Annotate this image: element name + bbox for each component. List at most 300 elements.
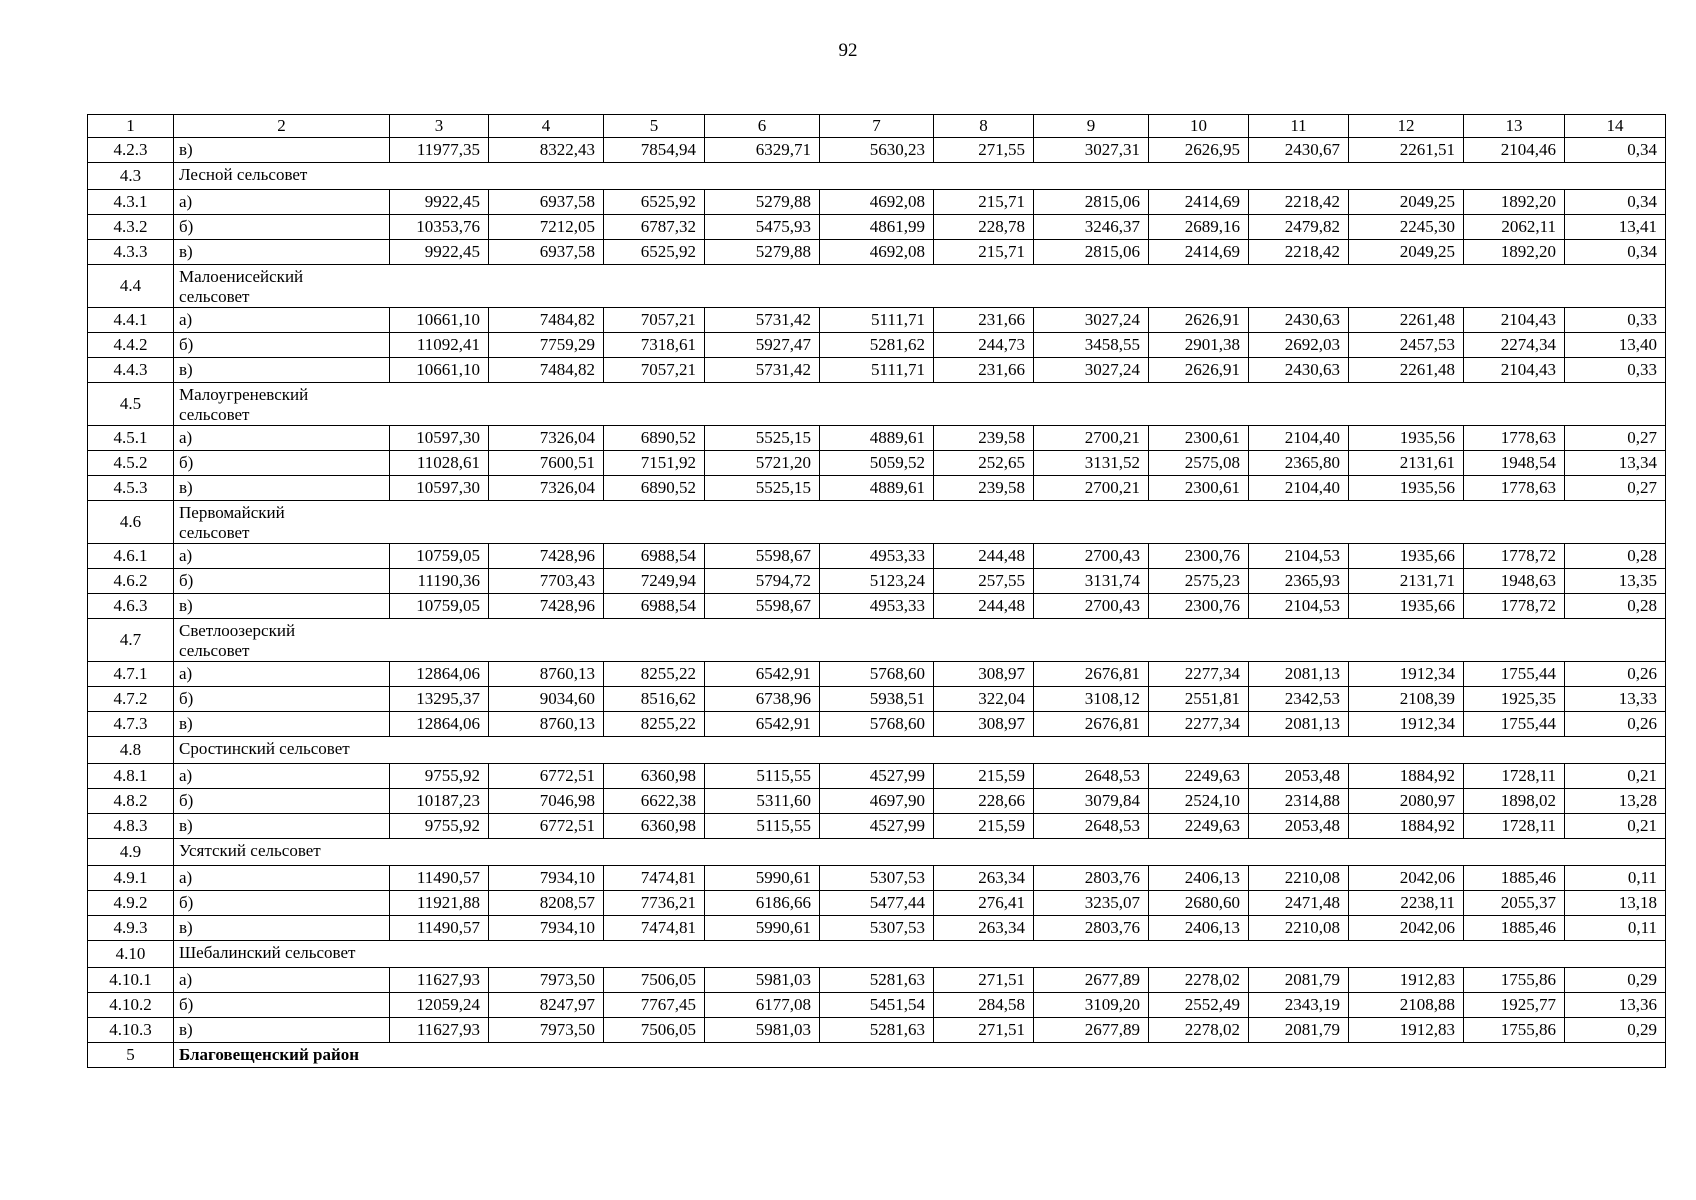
row-label: в) bbox=[174, 476, 390, 501]
value-cell: 215,59 bbox=[934, 764, 1034, 789]
value-cell: 2042,06 bbox=[1349, 866, 1464, 891]
value-cell: 284,58 bbox=[934, 993, 1034, 1018]
value-cell: 1885,46 bbox=[1464, 866, 1565, 891]
value-cell: 13,33 bbox=[1565, 687, 1666, 712]
value-cell: 7767,45 bbox=[604, 993, 705, 1018]
row-id: 4.5 bbox=[88, 383, 174, 426]
value-cell: 2648,53 bbox=[1034, 814, 1149, 839]
table-row bbox=[88, 789, 1666, 814]
table-row bbox=[88, 240, 1666, 265]
table-row bbox=[88, 866, 1666, 891]
value-cell: 6772,51 bbox=[489, 814, 604, 839]
value-cell: 6360,98 bbox=[604, 814, 705, 839]
value-cell: 2676,81 bbox=[1034, 712, 1149, 737]
value-cell: 1778,72 bbox=[1464, 594, 1565, 619]
value-cell: 2277,34 bbox=[1149, 662, 1249, 687]
value-cell: 6177,08 bbox=[705, 993, 820, 1018]
row-id: 4.9.1 bbox=[88, 866, 174, 891]
row-label: б) bbox=[174, 215, 390, 240]
value-cell: 5525,15 bbox=[705, 426, 820, 451]
value-cell: 3079,84 bbox=[1034, 789, 1149, 814]
row-id: 4.8.3 bbox=[88, 814, 174, 839]
column-header: 5 bbox=[604, 115, 705, 138]
value-cell: 2049,25 bbox=[1349, 190, 1464, 215]
value-cell: 7428,96 bbox=[489, 544, 604, 569]
value-cell: 5111,71 bbox=[820, 308, 934, 333]
value-cell: 3108,12 bbox=[1034, 687, 1149, 712]
row-id: 4.8.2 bbox=[88, 789, 174, 814]
value-cell: 5630,23 bbox=[820, 138, 934, 163]
value-cell: 2053,48 bbox=[1249, 814, 1349, 839]
value-cell: 7703,43 bbox=[489, 569, 604, 594]
value-cell: 1755,86 bbox=[1464, 968, 1565, 993]
value-cell: 8516,62 bbox=[604, 687, 705, 712]
value-cell: 1778,63 bbox=[1464, 476, 1565, 501]
section-name: Усятский сельсовет bbox=[174, 839, 1666, 866]
row-id: 4.5.1 bbox=[88, 426, 174, 451]
row-label: в) bbox=[174, 1018, 390, 1043]
section-row bbox=[88, 163, 1666, 190]
row-id: 4.5.2 bbox=[88, 451, 174, 476]
table-row bbox=[88, 426, 1666, 451]
column-header: 13 bbox=[1464, 115, 1565, 138]
table-row bbox=[88, 544, 1666, 569]
row-id: 4.6 bbox=[88, 501, 174, 544]
column-header: 2 bbox=[174, 115, 390, 138]
value-cell: 1898,02 bbox=[1464, 789, 1565, 814]
row-id: 4.6.3 bbox=[88, 594, 174, 619]
value-cell: 2278,02 bbox=[1149, 968, 1249, 993]
section-row bbox=[88, 619, 1666, 662]
table-row bbox=[88, 712, 1666, 737]
row-id: 4.7.3 bbox=[88, 712, 174, 737]
value-cell: 228,66 bbox=[934, 789, 1034, 814]
value-cell: 1948,54 bbox=[1464, 451, 1565, 476]
value-cell: 10661,10 bbox=[390, 358, 489, 383]
column-header: 11 bbox=[1249, 115, 1349, 138]
value-cell: 1778,63 bbox=[1464, 426, 1565, 451]
value-cell: 2700,21 bbox=[1034, 476, 1149, 501]
value-cell: 2261,51 bbox=[1349, 138, 1464, 163]
value-cell: 244,48 bbox=[934, 544, 1034, 569]
value-cell: 244,48 bbox=[934, 594, 1034, 619]
row-label: б) bbox=[174, 993, 390, 1018]
value-cell: 11490,57 bbox=[390, 916, 489, 941]
value-cell: 7759,29 bbox=[489, 333, 604, 358]
value-cell: 7736,21 bbox=[604, 891, 705, 916]
value-cell: 7506,05 bbox=[604, 968, 705, 993]
value-cell: 1892,20 bbox=[1464, 240, 1565, 265]
column-header: 9 bbox=[1034, 115, 1149, 138]
section-name: Первомайский сельсовет bbox=[174, 501, 1666, 544]
value-cell: 2249,63 bbox=[1149, 764, 1249, 789]
row-id: 4.4.2 bbox=[88, 333, 174, 358]
value-cell: 2677,89 bbox=[1034, 1018, 1149, 1043]
row-id: 4.2.3 bbox=[88, 138, 174, 163]
value-cell: 5525,15 bbox=[705, 476, 820, 501]
section-row bbox=[88, 941, 1666, 968]
value-cell: 6937,58 bbox=[489, 240, 604, 265]
value-cell: 5990,61 bbox=[705, 866, 820, 891]
value-cell: 2104,43 bbox=[1464, 358, 1565, 383]
value-cell: 2104,40 bbox=[1249, 476, 1349, 501]
value-cell: 2218,42 bbox=[1249, 240, 1349, 265]
row-label: а) bbox=[174, 764, 390, 789]
value-cell: 6622,38 bbox=[604, 789, 705, 814]
table-row bbox=[88, 451, 1666, 476]
value-cell: 4861,99 bbox=[820, 215, 934, 240]
value-cell: 2104,53 bbox=[1249, 544, 1349, 569]
value-cell: 9755,92 bbox=[390, 764, 489, 789]
value-cell: 6988,54 bbox=[604, 544, 705, 569]
value-cell: 271,51 bbox=[934, 968, 1034, 993]
value-cell: 1935,56 bbox=[1349, 476, 1464, 501]
value-cell: 5731,42 bbox=[705, 358, 820, 383]
value-cell: 0,34 bbox=[1565, 190, 1666, 215]
value-cell: 5059,52 bbox=[820, 451, 934, 476]
table-row bbox=[88, 764, 1666, 789]
value-cell: 2457,53 bbox=[1349, 333, 1464, 358]
value-cell: 257,55 bbox=[934, 569, 1034, 594]
value-cell: 2210,08 bbox=[1249, 916, 1349, 941]
section-row bbox=[88, 265, 1666, 308]
value-cell: 5981,03 bbox=[705, 1018, 820, 1043]
value-cell: 2104,43 bbox=[1464, 308, 1565, 333]
value-cell: 5475,93 bbox=[705, 215, 820, 240]
value-cell: 2575,23 bbox=[1149, 569, 1249, 594]
value-cell: 8247,97 bbox=[489, 993, 604, 1018]
value-cell: 5477,44 bbox=[820, 891, 934, 916]
value-cell: 2626,91 bbox=[1149, 358, 1249, 383]
value-cell: 2080,97 bbox=[1349, 789, 1464, 814]
value-cell: 3246,37 bbox=[1034, 215, 1149, 240]
value-cell: 0,26 bbox=[1565, 712, 1666, 737]
value-cell: 1755,44 bbox=[1464, 662, 1565, 687]
row-id: 4.3.1 bbox=[88, 190, 174, 215]
value-cell: 13,28 bbox=[1565, 789, 1666, 814]
value-cell: 5598,67 bbox=[705, 594, 820, 619]
value-cell: 2414,69 bbox=[1149, 240, 1249, 265]
section-row bbox=[88, 501, 1666, 544]
table-row bbox=[88, 308, 1666, 333]
row-label: в) bbox=[174, 594, 390, 619]
row-label: а) bbox=[174, 190, 390, 215]
value-cell: 2081,13 bbox=[1249, 712, 1349, 737]
value-cell: 8760,13 bbox=[489, 662, 604, 687]
row-id: 4.6.1 bbox=[88, 544, 174, 569]
value-cell: 0,34 bbox=[1565, 240, 1666, 265]
value-cell: 2552,49 bbox=[1149, 993, 1249, 1018]
value-cell: 0,27 bbox=[1565, 426, 1666, 451]
value-cell: 2108,39 bbox=[1349, 687, 1464, 712]
value-cell: 2575,08 bbox=[1149, 451, 1249, 476]
value-cell: 2680,60 bbox=[1149, 891, 1249, 916]
row-label: а) bbox=[174, 662, 390, 687]
value-cell: 7973,50 bbox=[489, 968, 604, 993]
value-cell: 0,11 bbox=[1565, 916, 1666, 941]
value-cell: 252,65 bbox=[934, 451, 1034, 476]
value-cell: 5115,55 bbox=[705, 814, 820, 839]
value-cell: 7973,50 bbox=[489, 1018, 604, 1043]
value-cell: 11092,41 bbox=[390, 333, 489, 358]
header-row bbox=[88, 115, 1666, 138]
value-cell: 4889,61 bbox=[820, 476, 934, 501]
row-id: 4.7.2 bbox=[88, 687, 174, 712]
value-cell: 2049,25 bbox=[1349, 240, 1464, 265]
value-cell: 2700,43 bbox=[1034, 594, 1149, 619]
column-header: 3 bbox=[390, 115, 489, 138]
value-cell: 11627,93 bbox=[390, 968, 489, 993]
value-cell: 2245,30 bbox=[1349, 215, 1464, 240]
table-row bbox=[88, 358, 1666, 383]
table-row bbox=[88, 138, 1666, 163]
value-cell: 3027,31 bbox=[1034, 138, 1149, 163]
value-cell: 11190,36 bbox=[390, 569, 489, 594]
value-cell: 9922,45 bbox=[390, 190, 489, 215]
value-cell: 5721,20 bbox=[705, 451, 820, 476]
row-id: 5 bbox=[88, 1043, 174, 1068]
table-row bbox=[88, 594, 1666, 619]
table-row bbox=[88, 814, 1666, 839]
tariff-table bbox=[87, 114, 1666, 1068]
value-cell: 10353,76 bbox=[390, 215, 489, 240]
value-cell: 2700,43 bbox=[1034, 544, 1149, 569]
value-cell: 13,34 bbox=[1565, 451, 1666, 476]
page-number: 92 bbox=[838, 40, 858, 61]
value-cell: 5281,63 bbox=[820, 1018, 934, 1043]
table-row bbox=[88, 891, 1666, 916]
value-cell: 2406,13 bbox=[1149, 916, 1249, 941]
value-cell: 228,78 bbox=[934, 215, 1034, 240]
value-cell: 2901,38 bbox=[1149, 333, 1249, 358]
value-cell: 2815,06 bbox=[1034, 240, 1149, 265]
value-cell: 2104,40 bbox=[1249, 426, 1349, 451]
value-cell: 8760,13 bbox=[489, 712, 604, 737]
table-row bbox=[88, 1018, 1666, 1043]
value-cell: 2131,71 bbox=[1349, 569, 1464, 594]
section-name: Малоугреневский сельсовет bbox=[174, 383, 1666, 426]
value-cell: 12059,24 bbox=[390, 993, 489, 1018]
row-id: 4.3.2 bbox=[88, 215, 174, 240]
value-cell: 11490,57 bbox=[390, 866, 489, 891]
value-cell: 6937,58 bbox=[489, 190, 604, 215]
value-cell: 2626,95 bbox=[1149, 138, 1249, 163]
row-label: б) bbox=[174, 451, 390, 476]
value-cell: 13,41 bbox=[1565, 215, 1666, 240]
value-cell: 11028,61 bbox=[390, 451, 489, 476]
value-cell: 11921,88 bbox=[390, 891, 489, 916]
value-cell: 7318,61 bbox=[604, 333, 705, 358]
row-label: б) bbox=[174, 789, 390, 814]
row-label: в) bbox=[174, 712, 390, 737]
row-label: а) bbox=[174, 426, 390, 451]
value-cell: 215,71 bbox=[934, 190, 1034, 215]
value-cell: 13,35 bbox=[1565, 569, 1666, 594]
value-cell: 0,28 bbox=[1565, 544, 1666, 569]
value-cell: 5307,53 bbox=[820, 916, 934, 941]
value-cell: 2815,06 bbox=[1034, 190, 1149, 215]
value-cell: 7484,82 bbox=[489, 308, 604, 333]
value-cell: 6360,98 bbox=[604, 764, 705, 789]
row-label: в) bbox=[174, 358, 390, 383]
value-cell: 7934,10 bbox=[489, 916, 604, 941]
row-id: 4.8 bbox=[88, 737, 174, 764]
column-header: 7 bbox=[820, 115, 934, 138]
value-cell: 4889,61 bbox=[820, 426, 934, 451]
value-cell: 2692,03 bbox=[1249, 333, 1349, 358]
value-cell: 1912,34 bbox=[1349, 662, 1464, 687]
value-cell: 11977,35 bbox=[390, 138, 489, 163]
table-row bbox=[88, 333, 1666, 358]
value-cell: 7934,10 bbox=[489, 866, 604, 891]
value-cell: 2551,81 bbox=[1149, 687, 1249, 712]
value-cell: 3027,24 bbox=[1034, 308, 1149, 333]
value-cell: 6525,92 bbox=[604, 190, 705, 215]
value-cell: 2430,63 bbox=[1249, 358, 1349, 383]
value-cell: 3235,07 bbox=[1034, 891, 1149, 916]
row-id: 4.8.1 bbox=[88, 764, 174, 789]
row-id: 4.10.2 bbox=[88, 993, 174, 1018]
value-cell: 10759,05 bbox=[390, 594, 489, 619]
value-cell: 0,26 bbox=[1565, 662, 1666, 687]
value-cell: 2238,11 bbox=[1349, 891, 1464, 916]
value-cell: 322,04 bbox=[934, 687, 1034, 712]
row-id: 4.3 bbox=[88, 163, 174, 190]
value-cell: 9034,60 bbox=[489, 687, 604, 712]
value-cell: 308,97 bbox=[934, 662, 1034, 687]
value-cell: 5123,24 bbox=[820, 569, 934, 594]
value-cell: 2406,13 bbox=[1149, 866, 1249, 891]
value-cell: 2218,42 bbox=[1249, 190, 1349, 215]
value-cell: 3131,52 bbox=[1034, 451, 1149, 476]
value-cell: 7326,04 bbox=[489, 476, 604, 501]
row-id: 4.9 bbox=[88, 839, 174, 866]
value-cell: 4953,33 bbox=[820, 544, 934, 569]
value-cell: 6738,96 bbox=[705, 687, 820, 712]
table-row bbox=[88, 215, 1666, 240]
value-cell: 0,21 bbox=[1565, 814, 1666, 839]
value-cell: 2300,76 bbox=[1149, 594, 1249, 619]
value-cell: 2081,79 bbox=[1249, 1018, 1349, 1043]
value-cell: 215,59 bbox=[934, 814, 1034, 839]
section-name: Сростинский сельсовет bbox=[174, 737, 1666, 764]
value-cell: 5990,61 bbox=[705, 916, 820, 941]
value-cell: 1925,35 bbox=[1464, 687, 1565, 712]
value-cell: 6542,91 bbox=[705, 662, 820, 687]
value-cell: 7474,81 bbox=[604, 866, 705, 891]
value-cell: 2274,34 bbox=[1464, 333, 1565, 358]
value-cell: 2278,02 bbox=[1149, 1018, 1249, 1043]
section-name: Лесной сельсовет bbox=[174, 163, 1666, 190]
row-id: 4.9.3 bbox=[88, 916, 174, 941]
value-cell: 2261,48 bbox=[1349, 358, 1464, 383]
value-cell: 8255,22 bbox=[604, 712, 705, 737]
section-row bbox=[88, 737, 1666, 764]
row-id: 4.9.2 bbox=[88, 891, 174, 916]
value-cell: 7249,94 bbox=[604, 569, 705, 594]
value-cell: 2210,08 bbox=[1249, 866, 1349, 891]
value-cell: 271,51 bbox=[934, 1018, 1034, 1043]
value-cell: 2471,48 bbox=[1249, 891, 1349, 916]
value-cell: 263,34 bbox=[934, 866, 1034, 891]
value-cell: 5307,53 bbox=[820, 866, 934, 891]
value-cell: 1948,63 bbox=[1464, 569, 1565, 594]
value-cell: 5451,54 bbox=[820, 993, 934, 1018]
table-row bbox=[88, 916, 1666, 941]
value-cell: 12864,06 bbox=[390, 712, 489, 737]
value-cell: 7046,98 bbox=[489, 789, 604, 814]
value-cell: 231,66 bbox=[934, 358, 1034, 383]
value-cell: 6525,92 bbox=[604, 240, 705, 265]
value-cell: 2689,16 bbox=[1149, 215, 1249, 240]
value-cell: 0,34 bbox=[1565, 138, 1666, 163]
value-cell: 5111,71 bbox=[820, 358, 934, 383]
row-id: 4.4.1 bbox=[88, 308, 174, 333]
value-cell: 2277,34 bbox=[1149, 712, 1249, 737]
column-header: 4 bbox=[489, 115, 604, 138]
value-cell: 0,27 bbox=[1565, 476, 1666, 501]
value-cell: 2343,19 bbox=[1249, 993, 1349, 1018]
value-cell: 2062,11 bbox=[1464, 215, 1565, 240]
value-cell: 0,29 bbox=[1565, 1018, 1666, 1043]
value-cell: 3027,24 bbox=[1034, 358, 1149, 383]
value-cell: 5768,60 bbox=[820, 662, 934, 687]
value-cell: 0,11 bbox=[1565, 866, 1666, 891]
value-cell: 7212,05 bbox=[489, 215, 604, 240]
value-cell: 5938,51 bbox=[820, 687, 934, 712]
region-name: Благовещенский район bbox=[174, 1043, 1666, 1068]
value-cell: 2300,61 bbox=[1149, 426, 1249, 451]
value-cell: 6329,71 bbox=[705, 138, 820, 163]
value-cell: 6542,91 bbox=[705, 712, 820, 737]
value-cell: 2414,69 bbox=[1149, 190, 1249, 215]
value-cell: 2430,63 bbox=[1249, 308, 1349, 333]
row-id: 4.6.2 bbox=[88, 569, 174, 594]
value-cell: 2479,82 bbox=[1249, 215, 1349, 240]
value-cell: 5927,47 bbox=[705, 333, 820, 358]
value-cell: 7057,21 bbox=[604, 308, 705, 333]
row-label: а) bbox=[174, 544, 390, 569]
table-row bbox=[88, 476, 1666, 501]
value-cell: 3458,55 bbox=[1034, 333, 1149, 358]
value-cell: 1884,92 bbox=[1349, 814, 1464, 839]
value-cell: 0,21 bbox=[1565, 764, 1666, 789]
value-cell: 2053,48 bbox=[1249, 764, 1349, 789]
value-cell: 10759,05 bbox=[390, 544, 489, 569]
row-id: 4.4.3 bbox=[88, 358, 174, 383]
value-cell: 1728,11 bbox=[1464, 764, 1565, 789]
table-row bbox=[88, 569, 1666, 594]
value-cell: 2300,76 bbox=[1149, 544, 1249, 569]
value-cell: 2108,88 bbox=[1349, 993, 1464, 1018]
value-cell: 5768,60 bbox=[820, 712, 934, 737]
row-label: а) bbox=[174, 968, 390, 993]
value-cell: 2055,37 bbox=[1464, 891, 1565, 916]
value-cell: 13295,37 bbox=[390, 687, 489, 712]
value-cell: 9922,45 bbox=[390, 240, 489, 265]
value-cell: 4692,08 bbox=[820, 240, 934, 265]
section-row bbox=[88, 383, 1666, 426]
row-id: 4.5.3 bbox=[88, 476, 174, 501]
region-row bbox=[88, 1043, 1666, 1068]
row-label: в) bbox=[174, 240, 390, 265]
value-cell: 2648,53 bbox=[1034, 764, 1149, 789]
value-cell: 8255,22 bbox=[604, 662, 705, 687]
value-cell: 9755,92 bbox=[390, 814, 489, 839]
table-row bbox=[88, 190, 1666, 215]
table-row bbox=[88, 662, 1666, 687]
value-cell: 4692,08 bbox=[820, 190, 934, 215]
